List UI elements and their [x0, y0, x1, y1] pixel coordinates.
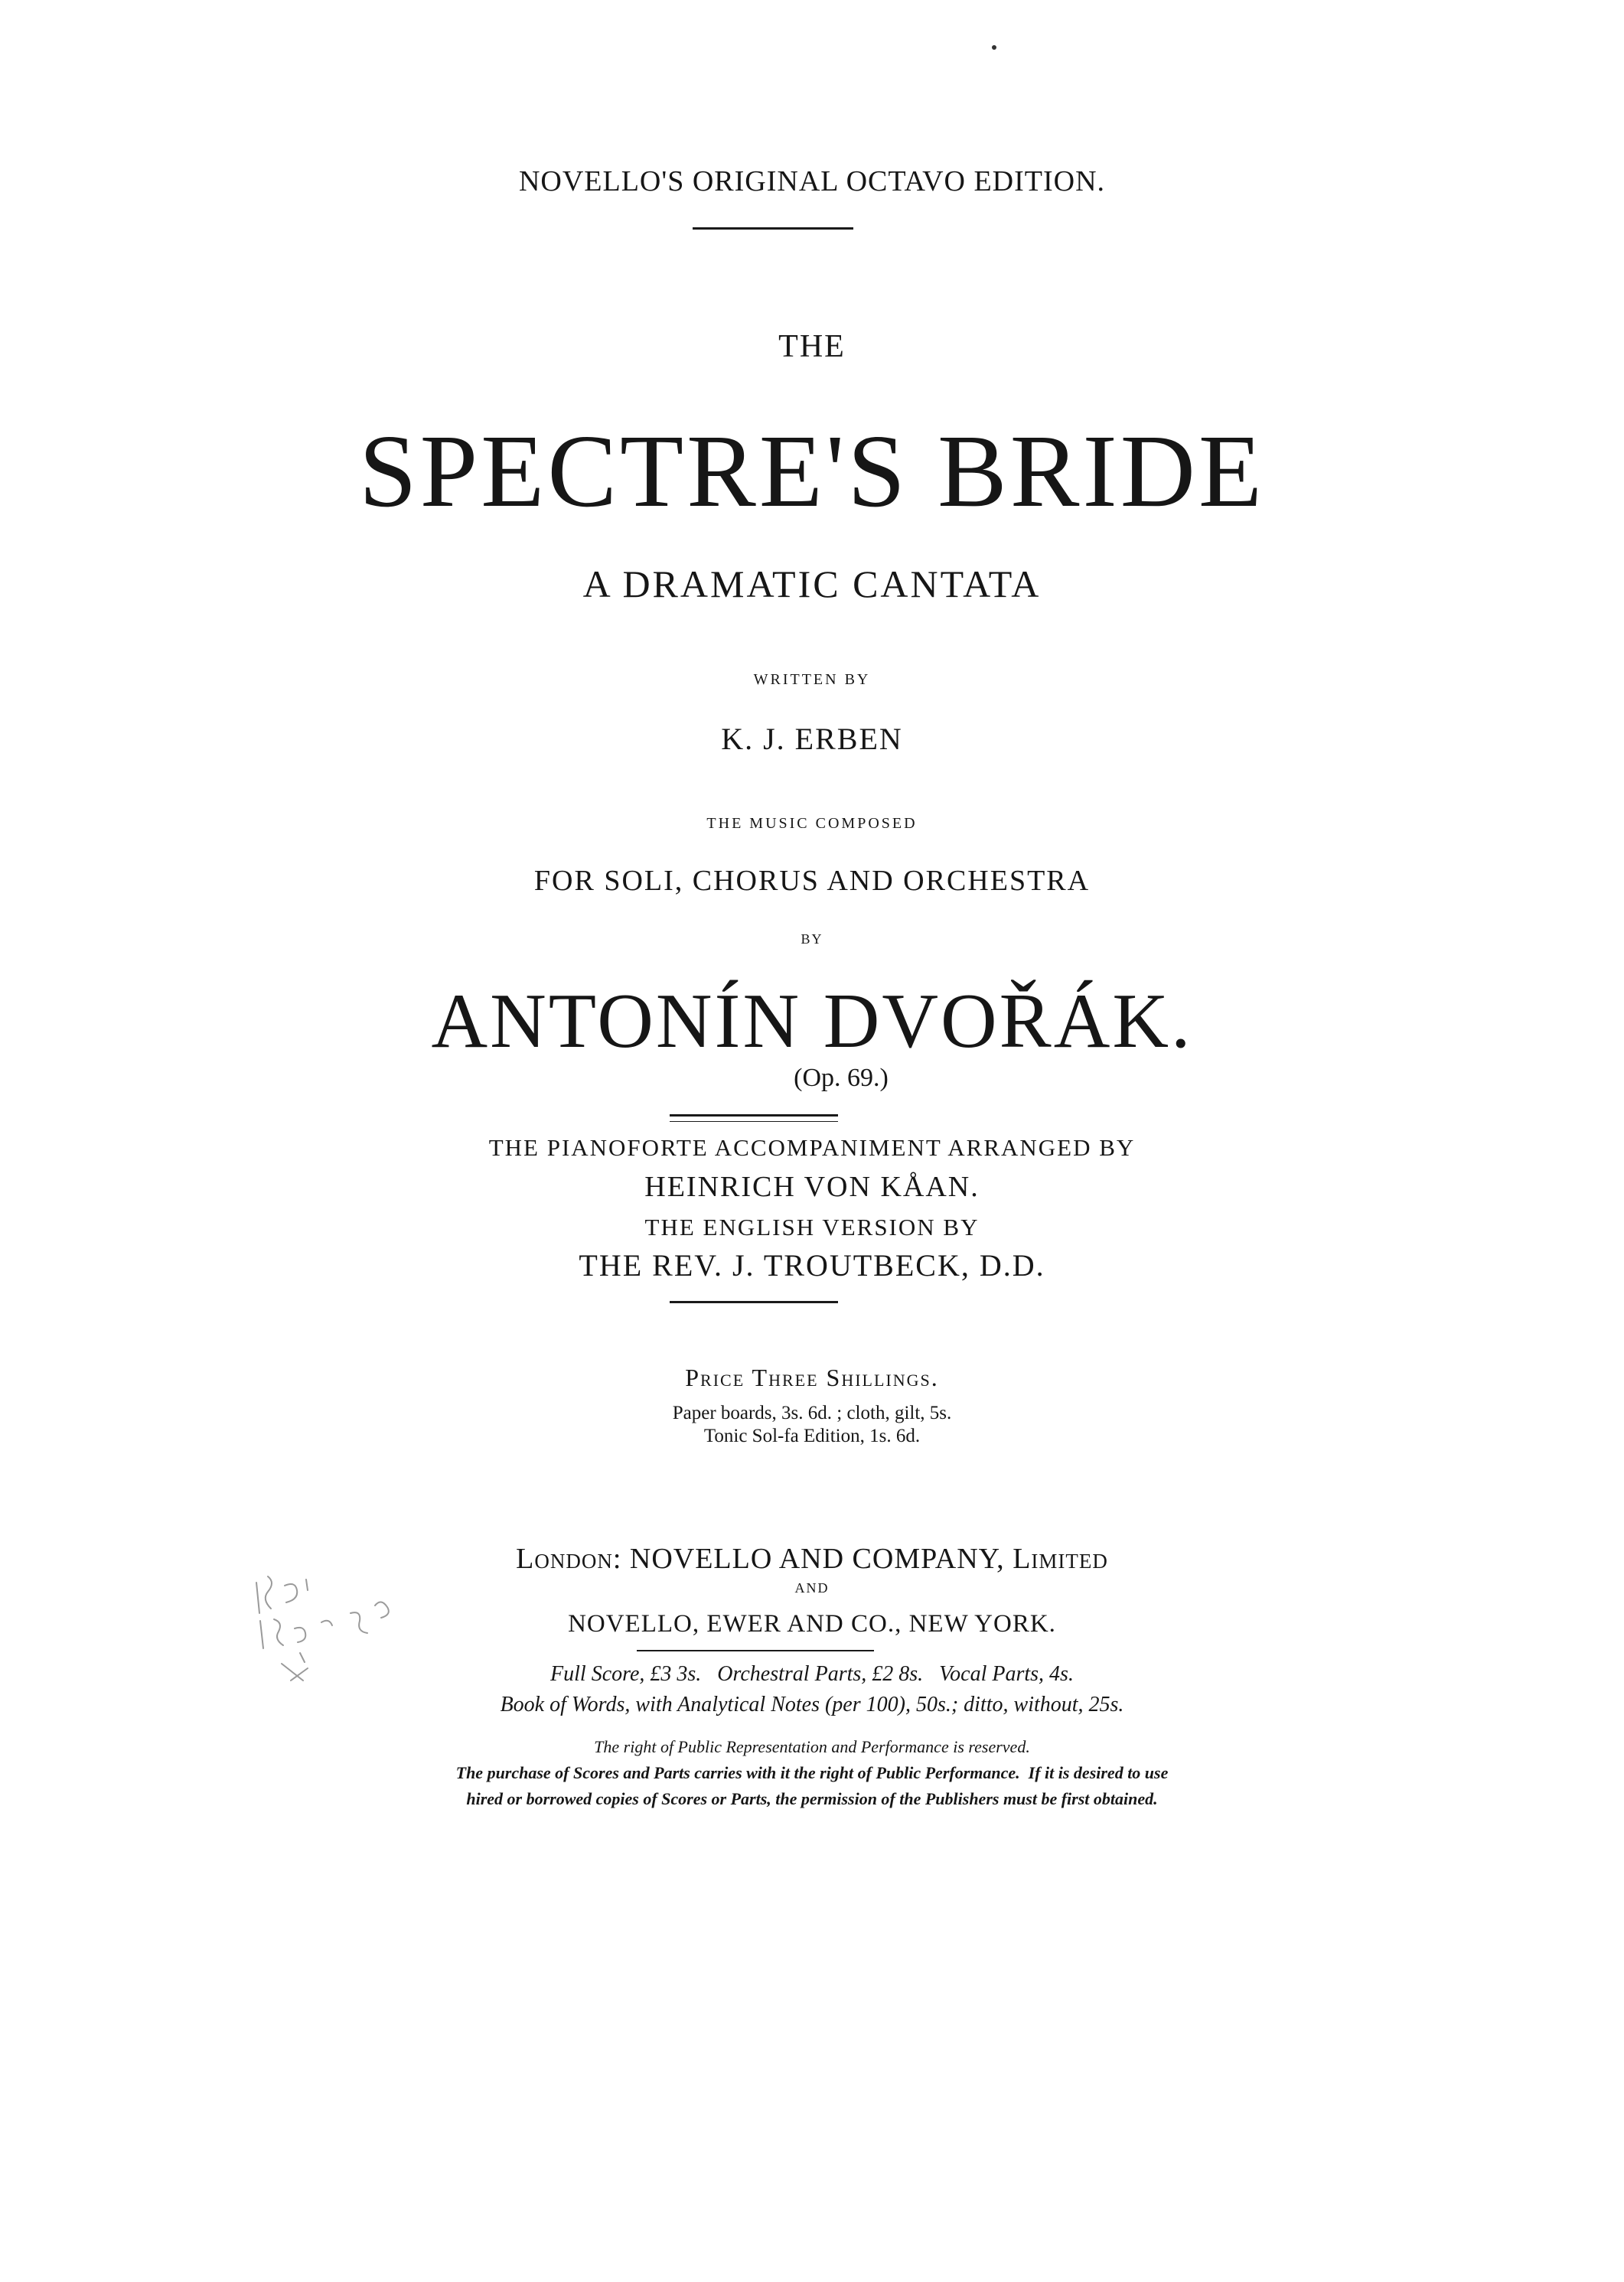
publisher-newyork: NOVELLO, EWER AND CO., NEW YORK.: [568, 1610, 1056, 1638]
opus-number: (Op. 69.): [794, 1064, 889, 1092]
main-title: SPECTRE'S BRIDE: [358, 414, 1266, 529]
publisher-limited: Limited: [1013, 1543, 1108, 1575]
author-name: K. J. ERBEN: [721, 722, 903, 756]
rights-purchase: The purchase of Scores and Parts carries with it the right of Public Performance. If it is desired to use: [455, 1763, 1169, 1782]
translator-name: THE REV. J. TROUTBECK, D.D.: [579, 1248, 1045, 1283]
publisher-company: NOVELLO AND COMPANY,: [629, 1543, 1005, 1575]
words-prices-line: Book of Words, with Analytical Notes (per 100), 50s.; ditto, without, 25s.: [500, 1693, 1124, 1716]
subtitle: A DRAMATIC CANTATA: [582, 562, 1042, 605]
rights-notice: The right of Public Representation and Performance is reserved.: [594, 1737, 1030, 1756]
price-line: Price Three Shillings.: [685, 1364, 939, 1391]
price-solfa: Tonic Sol-fa Edition, 1s. 6d.: [703, 1426, 921, 1446]
arranger-name: HEINRICH VON KÅAN.: [644, 1171, 980, 1203]
price-boards: Paper boards, 3s. 6d. ; cloth, gilt, 5s.: [672, 1403, 952, 1423]
edition-line: NOVELLO'S ORIGINAL OCTAVO EDITION.: [518, 165, 1106, 197]
scores-prices-line: Full Score, £3 3s. Orchestral Parts, £2 8s. Vocal Parts, 4s.: [550, 1662, 1074, 1686]
music-composed: THE MUSIC COMPOSED: [706, 815, 918, 832]
publisher-and: AND: [794, 1580, 830, 1596]
instrumentation: FOR SOLI, CHORUS AND ORCHESTRA: [533, 865, 1091, 897]
london-label: London:: [516, 1543, 622, 1575]
written-by: WRITTEN BY: [753, 671, 871, 688]
rights-hired: hired or borrowed copies of Scores or Parts, the permission of the Publishers must be first obtained.: [466, 1789, 1158, 1808]
pianoforte-line: THE PIANOFORTE ACCOMPANIMENT ARRANGED BY: [488, 1134, 1136, 1161]
english-version-line: THE ENGLISH VERSION BY: [644, 1214, 980, 1240]
composer-name: ANTONÍN DVOŘÁK.: [431, 978, 1193, 1064]
by-label: BY: [801, 931, 823, 947]
title-the: THE: [778, 329, 846, 364]
